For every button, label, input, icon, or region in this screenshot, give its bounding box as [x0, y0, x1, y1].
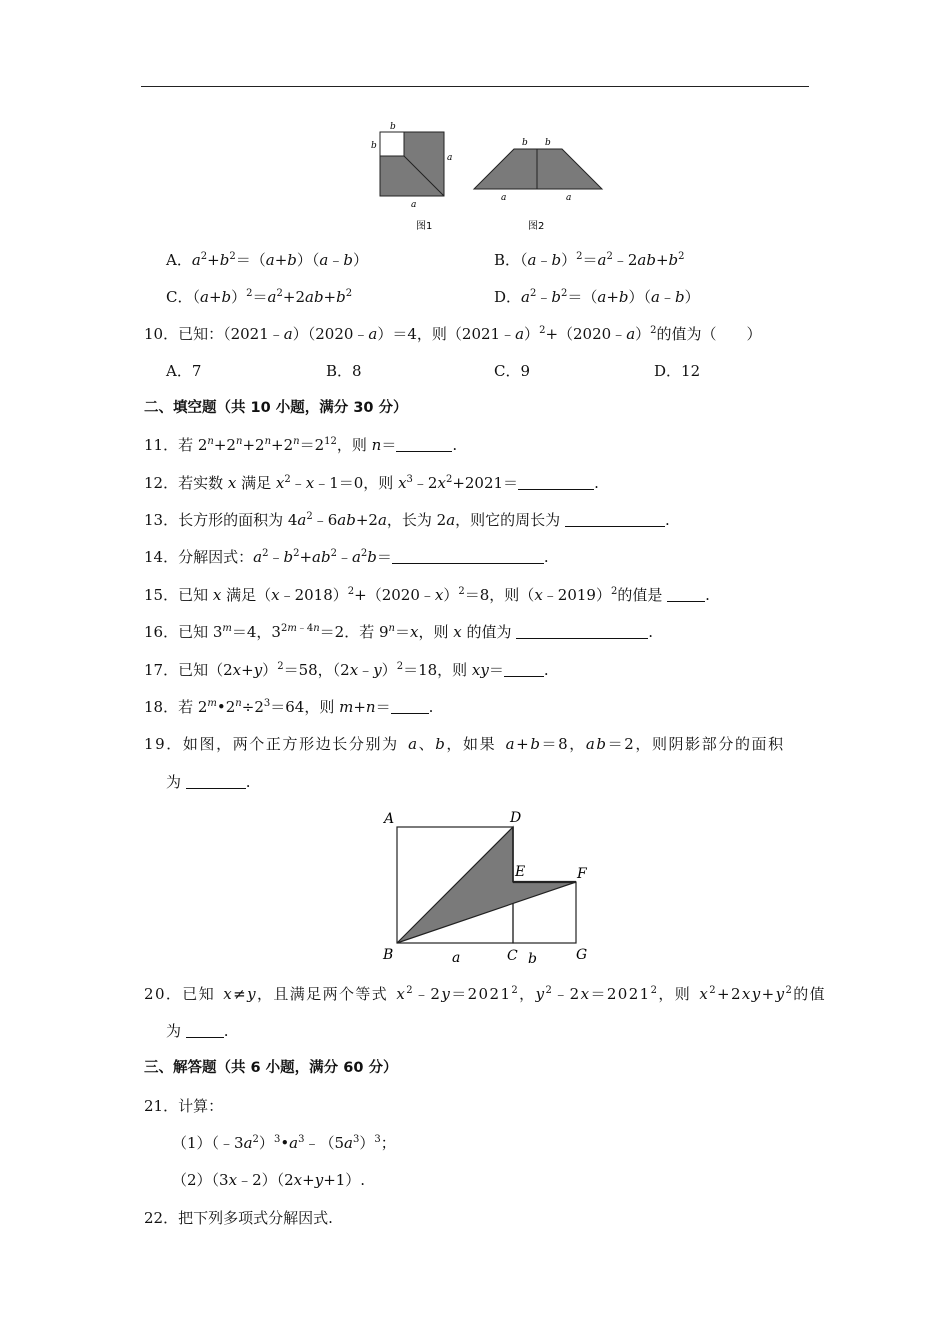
- question-21-part-2: （2）（3x﹣2）（2x+y+1）.: [172, 1171, 366, 1189]
- q9-option-a: A．$a^2+b^2=(a+b)(a﹣b)$: [166, 251, 368, 269]
- fig1-label-bottom-a: a: [411, 200, 417, 210]
- question-10: 10．已知：（2021﹣a）（2020﹣a）＝4，则（2021﹣a）$^2$+（2020﹣a）$^2$的值为（ ）: [144, 325, 762, 343]
- q9-option-c: C．$(a+b)^2=a^2+2ab+b^2$: [166, 288, 353, 306]
- fig2-caption: 图2: [528, 221, 545, 232]
- figure-1: [370, 120, 460, 232]
- fig19-label-G: G: [576, 947, 588, 963]
- fig1-label-top-b: b: [390, 122, 396, 132]
- header-rule: [141, 86, 809, 87]
- q10-option-d: D．12: [654, 362, 701, 380]
- question-21-part-1: $(1)(﹣3a^2)^3•a^3﹣(5a^3)^3$；: [172, 1134, 396, 1152]
- fig19-label-F: F: [577, 866, 587, 882]
- fig19-label-A: A: [384, 811, 395, 827]
- question-16: 16．已知 $3^m=4$，$3^{2m﹣4n}=2$．若 $9^n=x$，则 x 的值为 .: [144, 623, 654, 641]
- fig1-label-left-b: b: [371, 141, 377, 151]
- q9-option-b: B．$(a﹣b)^2=a^2﹣2ab+b^2$: [494, 251, 685, 269]
- fig19-label-b: b: [528, 951, 537, 967]
- fig2-label-bottom-a1: a: [501, 193, 507, 203]
- fig19-label-a: a: [452, 950, 461, 966]
- fig1-caption: 图1: [416, 221, 433, 232]
- question-19: 19．如图，两个正方形边长分别为 a、b，如果 a+b＝8，ab＝2，则阴影部分的面积: [144, 735, 785, 753]
- question-22: 22．把下列多项式分解因式.: [144, 1209, 333, 1227]
- figure-2: [470, 132, 610, 232]
- q9-option-d: D．$a^2﹣b^2=(a+b)(a﹣b)$: [494, 288, 700, 306]
- fig2-label-top-b1: b: [522, 138, 528, 148]
- fig1-label-right-a: a: [447, 153, 453, 163]
- question-12: 12．若实数 x 满足 $x^2﹣x﹣1=0$，则 $x^3﹣2x^2+2021=$ .: [144, 474, 599, 492]
- fig19-label-B: B: [383, 947, 394, 963]
- question-19-cont: 为 .: [166, 773, 251, 791]
- question-20: 20．已知 x≠y，且满足两个等式 $x^2﹣2y=2021^2$，$y^2﹣2x=2021^2$，则 $x^2+2xy+y^2$的值: [144, 985, 827, 1003]
- fig19-label-D: D: [510, 810, 522, 826]
- fig2-label-top-b2: b: [545, 138, 551, 148]
- fig19-label-E: E: [515, 864, 526, 880]
- q10-option-a: A．7: [166, 362, 202, 380]
- fig2-label-bottom-a2: a: [566, 193, 572, 203]
- section-2-title: 二、填空题（共 10 小题，满分 30 分）: [144, 400, 408, 416]
- question-21: 21．计算：: [144, 1097, 224, 1115]
- fig19-label-C: C: [507, 948, 518, 964]
- q10-option-c: C．9: [494, 362, 531, 380]
- question-20-cont: 为 .: [166, 1022, 229, 1040]
- q10-option-b: B．8: [326, 362, 362, 380]
- section-3-title: 三、解答题（共 6 小题，满分 60 分）: [144, 1060, 398, 1076]
- question-14: 14．分解因式：$a^2﹣b^2+ab^2﹣a^2b=$ .: [144, 548, 549, 566]
- question-13: 13．长方形的面积为 $4a^2﹣6ab+2a$，长为 2a，则它的周长为 .: [144, 511, 670, 529]
- question-15: 15．已知 x 满足（x﹣2018）$^2$+（2020﹣x）$^2$＝8，则（x﹣2019）$^2$的值是 .: [144, 586, 710, 604]
- question-17: 17．已知$(2x+y)^2=58$，（2x﹣y）$^2$＝18，则 xy＝ .: [144, 661, 549, 679]
- figure-q19: [380, 802, 600, 972]
- question-18: 18．若 $2^m•2^n\div 2^3=64$，则 m+n＝ .: [144, 698, 434, 716]
- question-11: 11．若 $2^n+2^n+2^n+2^n=2^{12}$，则 n＝ .: [144, 436, 458, 454]
